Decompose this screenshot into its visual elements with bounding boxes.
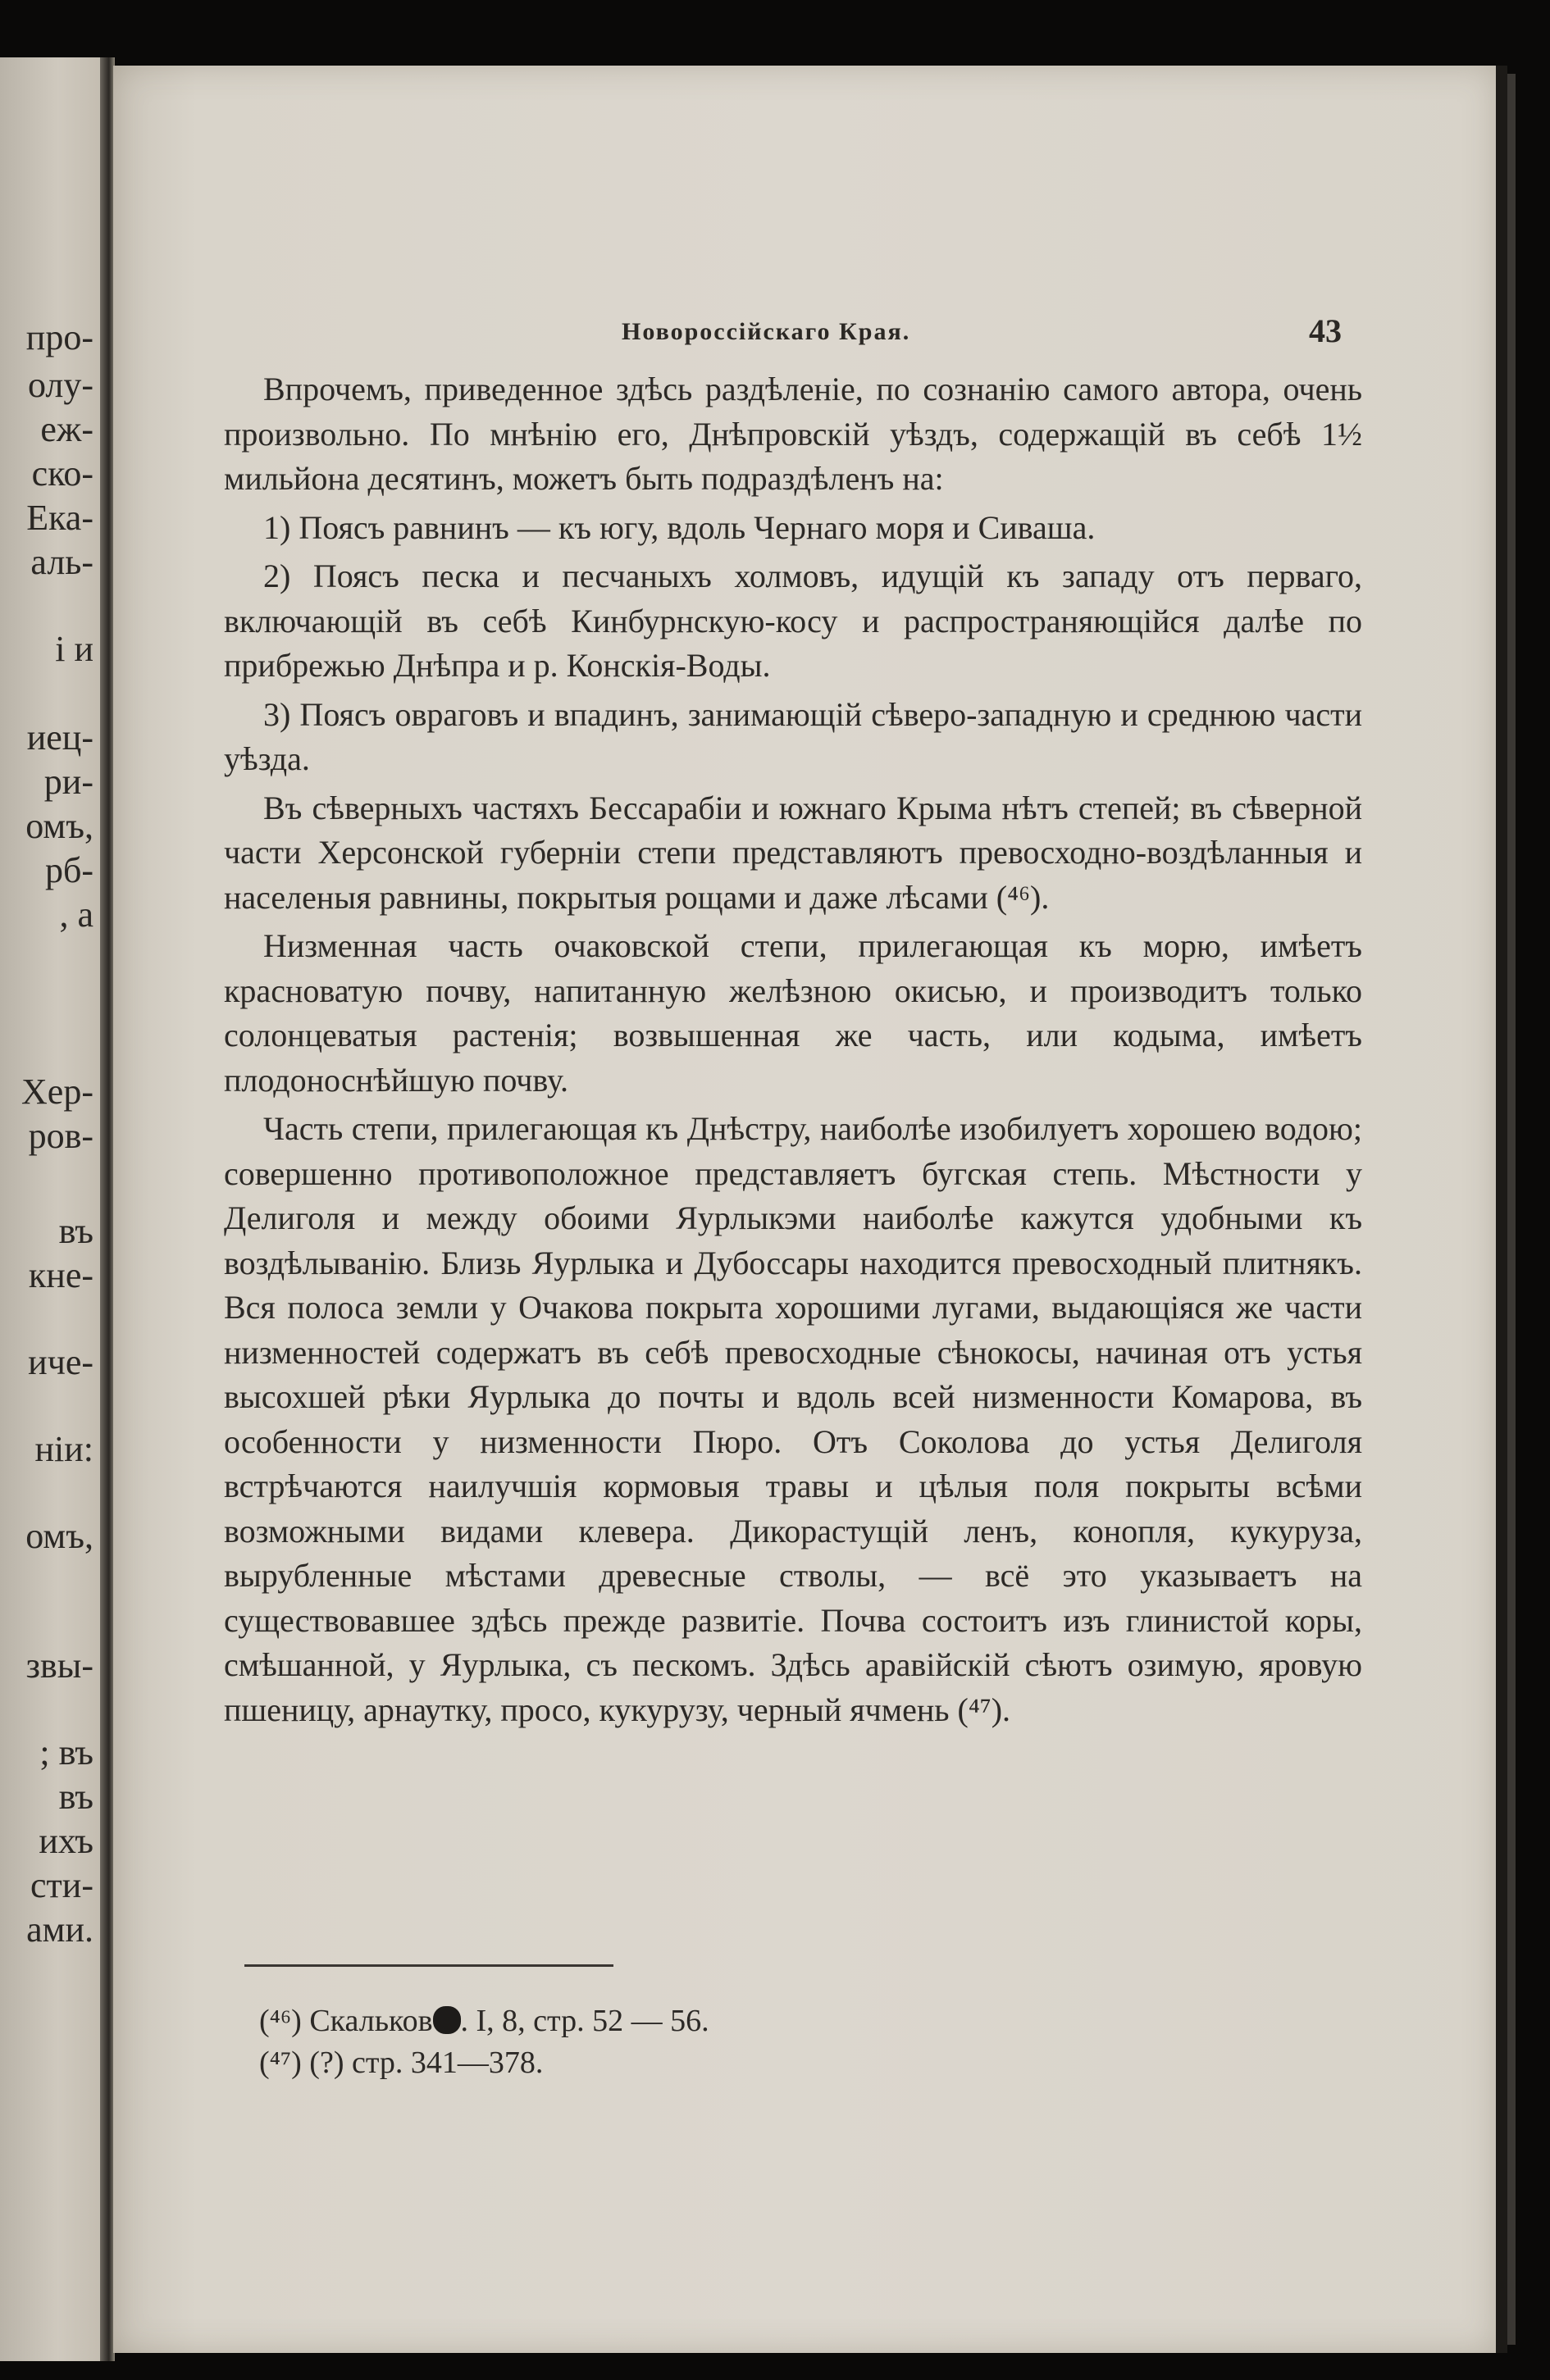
prev-fragment: еж- <box>40 409 93 449</box>
list-item: 2) Поясъ песка и песчаныхъ холмовъ, идущій къ западу отъ перваго, включающій въ себѣ Кинбурнскую-косу и распространяющійся далѣе по прибрежью Днѣпра и р. Конскія-Воды. <box>224 557 1362 684</box>
prev-fragment: Ека- <box>26 498 93 538</box>
paragraph: Низменная часть очаковской степи, прилегающая къ морю, имѣетъ красноватую почву, напитанную желѣзною окисью, и производитъ только солонцеватыя растенія; возвышенная же часть, или кодыма, имѣетъ плодоноснѣйшую почву. <box>224 927 1362 1099</box>
footnote-rule <box>244 1964 613 1967</box>
prev-fragment: въ <box>58 1777 93 1817</box>
list-item: 1) Поясъ равнинъ — къ югу, вдоль Чернаго моря и Сиваша. <box>263 508 1096 546</box>
page-edge <box>1496 66 1507 2353</box>
prev-fragment: въ <box>58 1211 93 1251</box>
running-head: Новороссійскаго Края. <box>622 318 911 345</box>
prev-fragment: звы- <box>25 1645 93 1686</box>
prev-fragment: Хер- <box>21 1072 93 1112</box>
footnote-46 <box>259 2000 709 2042</box>
prev-fragment: иче- <box>28 1342 93 1382</box>
ink-blot-icon <box>433 2006 461 2034</box>
body-text <box>224 367 1362 1736</box>
prev-fragment: аль- <box>30 542 93 582</box>
prev-fragment: ихъ <box>39 1821 93 1861</box>
prev-fragment: ніи: <box>34 1429 93 1469</box>
prev-fragment: олу- <box>27 365 93 405</box>
paragraph: Въ сѣверныхъ частяхъ Бессарабіи и южнаго Крыма нѣтъ степей; въ сѣверной части Херсонской губерніи степи представляютъ превосходно-воздѣланныя и населеныя равнины, покрытыя рощами и даже лѣсами (⁴⁶). <box>224 789 1362 916</box>
book-page <box>113 66 1496 2353</box>
prev-fragment: омъ, <box>25 806 93 846</box>
footnote-marker: (⁴⁶) <box>259 2004 302 2038</box>
footnote-text: Скальков <box>309 2004 433 2038</box>
page-header <box>113 312 1496 353</box>
prev-fragment: рб- <box>44 850 93 890</box>
prev-fragment: омъ, <box>25 1516 93 1556</box>
page-number: 43 <box>1309 312 1342 349</box>
footnote-text: . I, 8, стр. 52 — 56. <box>460 2004 709 2038</box>
prev-fragment: иец- <box>26 717 93 758</box>
footnotes <box>259 2000 709 2084</box>
paragraph: Часть степи, прилегающая къ Днѣстру, наиболѣе изобилуетъ хорошею водою; совершенно противоположное представляетъ бугская степь. Мѣстности у Делиголя и между обоими Яурлыкэми наиболѣе кажутся удобными къ воздѣлыванію. Близь Яурлыка и Дубоссары находится превосходный плитнякъ. Вся полоса земли у Очакова покрыта хорошими лугами, выдающіяся же части низменностей содержатъ въ себѣ превосходные сѣнокосы, начиная отъ устья высохшей рѣки Яурлыка до почты и вдоль всей низменности Комарова, въ особенности у низменности Пюро. Отъ Соколова до устья Делиголя встрѣчаются наилучшія кормовыя травы и цѣлыя поля покрыты всѣми возможными видами клевера. Дикорастущій ленъ, конопля, кукуруза, вырубленные мѣстами древесные стволы, — всё это указываетъ на существовавшее здѣсь прежде развитіе. Почва состоитъ изъ глинистой коры, смѣшанной, у Яурлыка, съ пескомъ. Здѣсь аравійскій сѣютъ озимую, яровую пшеницу, арнаутку, просо, кукурузу, черный ячмень (⁴⁷). <box>224 1110 1362 1728</box>
prev-fragment: ско- <box>31 453 93 494</box>
prev-fragment: про- <box>25 317 93 357</box>
page-edge <box>1507 74 1516 2345</box>
footnote-47: (⁴⁷) (?) стр. 341—378. <box>259 2046 544 2080</box>
prev-fragment: кне- <box>28 1255 93 1295</box>
paragraph: Впрочемъ, приведенное здѣсь раздѣленіе, по сознанію самого автора, очень произвольно. По мнѣнію его, Днѣпровскій уѣздъ, содержащій въ себѣ 1½ мильйона десятинъ, можетъ быть подраздѣленъ на: <box>224 371 1362 497</box>
prev-fragment: ; въ <box>39 1732 93 1772</box>
list-item: 3) Поясъ овраговъ и впадинъ, занимающій сѣверо-западную и среднюю части уѣзда. <box>224 695 1362 777</box>
prev-fragment: сти- <box>30 1865 93 1905</box>
prev-fragment: ри- <box>43 762 93 802</box>
previous-page-edge <box>0 57 105 2361</box>
prev-fragment: ров- <box>28 1116 93 1156</box>
prev-fragment: і и <box>55 629 93 669</box>
prev-fragment: ами. <box>26 1909 93 1950</box>
prev-fragment: , а <box>59 894 93 935</box>
